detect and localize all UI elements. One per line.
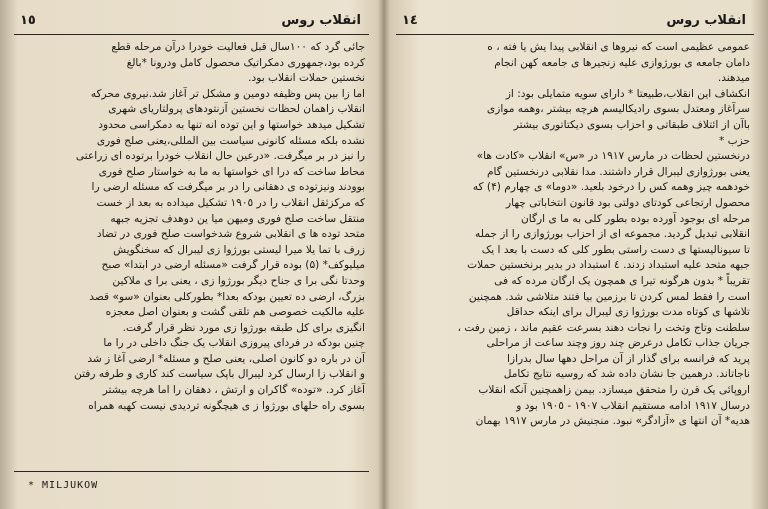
text-line: زرف با تما یلا میرا لیستی بورژوا زی لیبرال که سخنگویش: [113, 243, 365, 256]
left-page: [14, 8, 369, 503]
left-header-title: انقلاب روس: [281, 13, 361, 28]
text-line: عمومی عظیمی است که نیروها ی انقلابی پیدا یش یا فته ، ه: [487, 41, 750, 53]
text-line: مرحله ای بوجود آورده بوده بطور کلی به ما ی ارگان: [521, 212, 750, 225]
text-line: متحد توده ها ی انقلابی شروع شدخواست صلح فوری در تضاد: [96, 228, 365, 241]
text-line: نخستین حملات انقلاب بود.: [248, 72, 365, 85]
text-line: جریان جذاب تکامل درعرض چند روز وچند ساعت از مراحلی: [486, 337, 750, 350]
text-line: بزرگ، ارضی ده تعیین بودکه بعدا* بطورکلی بعنوان «سو» قصد: [89, 290, 365, 303]
text-line: جبهه متحد علیه استبداد زدند. ٤ استبداد در بدیر برنخستین حملات: [467, 259, 750, 272]
text-line: یعنی بورژوازی لیبرال قرار داشتند. مدا نقلابی درنخستین گام: [486, 165, 750, 178]
text-line: تشکیل میدهد خواستها و این توده انه تنها به دمکراسی محدود: [98, 118, 365, 131]
text-line: انگیزی برای کل طبقه بورژوا زی مورد نظر قرار گرفت.: [122, 321, 365, 334]
text-line: اما زا بین پس وظیفه دومین و مشکل تر آغاز شد.نیروی محرکه: [90, 87, 365, 100]
right-header-title: انقلاب روس: [666, 13, 746, 28]
text-line: جائی گرد که ١٠٠سال قبل فعالیت خودرا درآن مرحله قطع: [111, 41, 365, 53]
text-line: علیه مالکیت خصوصی هم تلقی گشت و بعنوان اصل معجزه: [105, 306, 365, 319]
text-line: دامان جامعه ی بورژوازی علیه زنجیرها ی جامعه کهن انجام: [494, 56, 750, 69]
left-page-text: [14, 35, 369, 472]
footnote-divider: [14, 471, 369, 472]
text-line: منتقل ساخت صلح فوری ومیهن میا ین دوهدف تجزیه جبهه: [110, 212, 365, 225]
text-line: را نیز در بر میگرفت. «درعین حال انقلاب خودرا برتوده ای زراعتی: [75, 150, 365, 163]
text-line: سرآغاز ومعتدل بسوی رادیکالیسم هرچه بیشتر ،وهمه موازی: [486, 103, 750, 116]
text-line: که مرکزثقل انقلاب را در ١٩٠٥ تشکیل میداده به بعد از خست: [96, 196, 365, 209]
text-line: است را فقط لمس کردن تا برزمین بیا فتند متلاشی شد. همچنین: [468, 290, 750, 303]
text-line: خودهمه چیز وهمه کس را درخود بلعید. «دوما» ی چهارم (۴) که: [472, 181, 750, 194]
text-line: و انقلاب زا ارسال کرد لیبرال باپک سیاست کند کاری و طرفه رفتن: [74, 368, 365, 381]
text-line: حزب *: [718, 134, 750, 147]
text-line: تقریباً * بدون هرگونه تیرا ی همچون یک ارگان مرده که فی: [494, 274, 750, 287]
text-line: انقلابی تبدیل گردید. مجموعه ای از احزاب بورژوازی را از جمله: [475, 228, 750, 241]
text-line: بوودند ونیزتوده ی دهقانی را در بر میگرفت که مسئله ارضی را: [91, 181, 365, 194]
text-line: وحدتا نگی برا ی جناح دیگر بورژوا زی ، یعنی برا ی ملاکین: [112, 274, 365, 287]
left-page-number: ١٥: [20, 13, 36, 28]
text-line: نشده بلکه مسئله کانونی سیاست بین المللی،یعنی صلح فوری: [96, 134, 365, 147]
text-line: آن در باره دو کانون اصلی، یعنی صلح و مسئله* ارضی آغا ز شد: [87, 352, 365, 365]
text-line: درنخستین لحظات در مارس ١٩١٧ در «س» انقلاب «کادت ها»: [476, 150, 750, 163]
text-line: درسال ١٩١٧ ادامه مستقیم انقلاب ١٩٠٧ - ١٩٠٥ بود و: [516, 399, 750, 412]
text-line: میدهند.: [717, 72, 750, 85]
text-line: چنین بودکه در فردای پیروزی انقلاب یک جنگ داخلی در را ما: [103, 337, 365, 350]
right-page-header: [396, 8, 754, 35]
text-line: پرید که فرانسه برای گذار از آن مراحل دهها سال بدرازا: [507, 352, 750, 365]
text-line: هدیه* آن انتها ی «آزادگر» نبود. منجنیش در مارس ١٩١٧ بهمان: [475, 415, 750, 428]
text-line: انقلاب زاهمان لحظات نخستین آزنتودهای پرولتاریای شهری: [108, 103, 365, 116]
right-page: [396, 8, 754, 503]
text-line: آغاز کرد. «توده» گاکران و ارتش ، دهقان را اما هرچه بیشتر: [102, 384, 365, 397]
text-line: اروپائی یک قرن را متحقق میسازد. بیمن زاهمچنین آنکه انقلاب: [478, 384, 750, 397]
text-line: محصول ارتجاعی کودتای دولتی بود قانون انتخاباتی چهار: [506, 196, 750, 209]
text-line: ناجاتاند. درهمین جا نشان داده شد که روسیه نتایج تکامل: [503, 368, 750, 381]
text-line: بسوی راه حلهای بورژوا ز ی هیچگونه تردیدی نیست کهبه همراه: [88, 399, 365, 412]
text-line: انکشاف این انقلاب،طبیعتا * دارای سویه متمایلی بود: از: [505, 87, 750, 100]
left-page-header: [14, 8, 369, 35]
text-line: باآن از ائتلاف طبقاتی و احزاب بسوی دیکتاتوری بیشتر: [513, 118, 750, 131]
text-line: تا سیونالیستها ی دست راستی بطور کلی که دست با بعد ا یک: [481, 243, 750, 256]
text-line: میلیوکف* (۵) بوده قرار گرفت «مسئله ارضی در ابتدا» صبح: [101, 259, 365, 272]
text-line: تلاشها ی کوتاه مدت بورژوا زی لیبرال برای اینکه حداقل: [506, 306, 750, 319]
right-page-number: ١٤: [402, 13, 418, 28]
left-footnote: * MILJUKOW: [28, 480, 99, 491]
right-page-text: [396, 35, 754, 472]
text-line: کرده بود،جمهوری دمکراتیک محصول کامل ودرونا *بالغ: [126, 56, 365, 69]
text-line: سلطنت وتاج وتخت را نجات دهند بسرعت عقیم ماند ، زمین رفت ،: [457, 321, 750, 334]
text-line: محاط ساخت که درا ای خواستها به ما به خواستار صلح فوری: [98, 165, 365, 178]
